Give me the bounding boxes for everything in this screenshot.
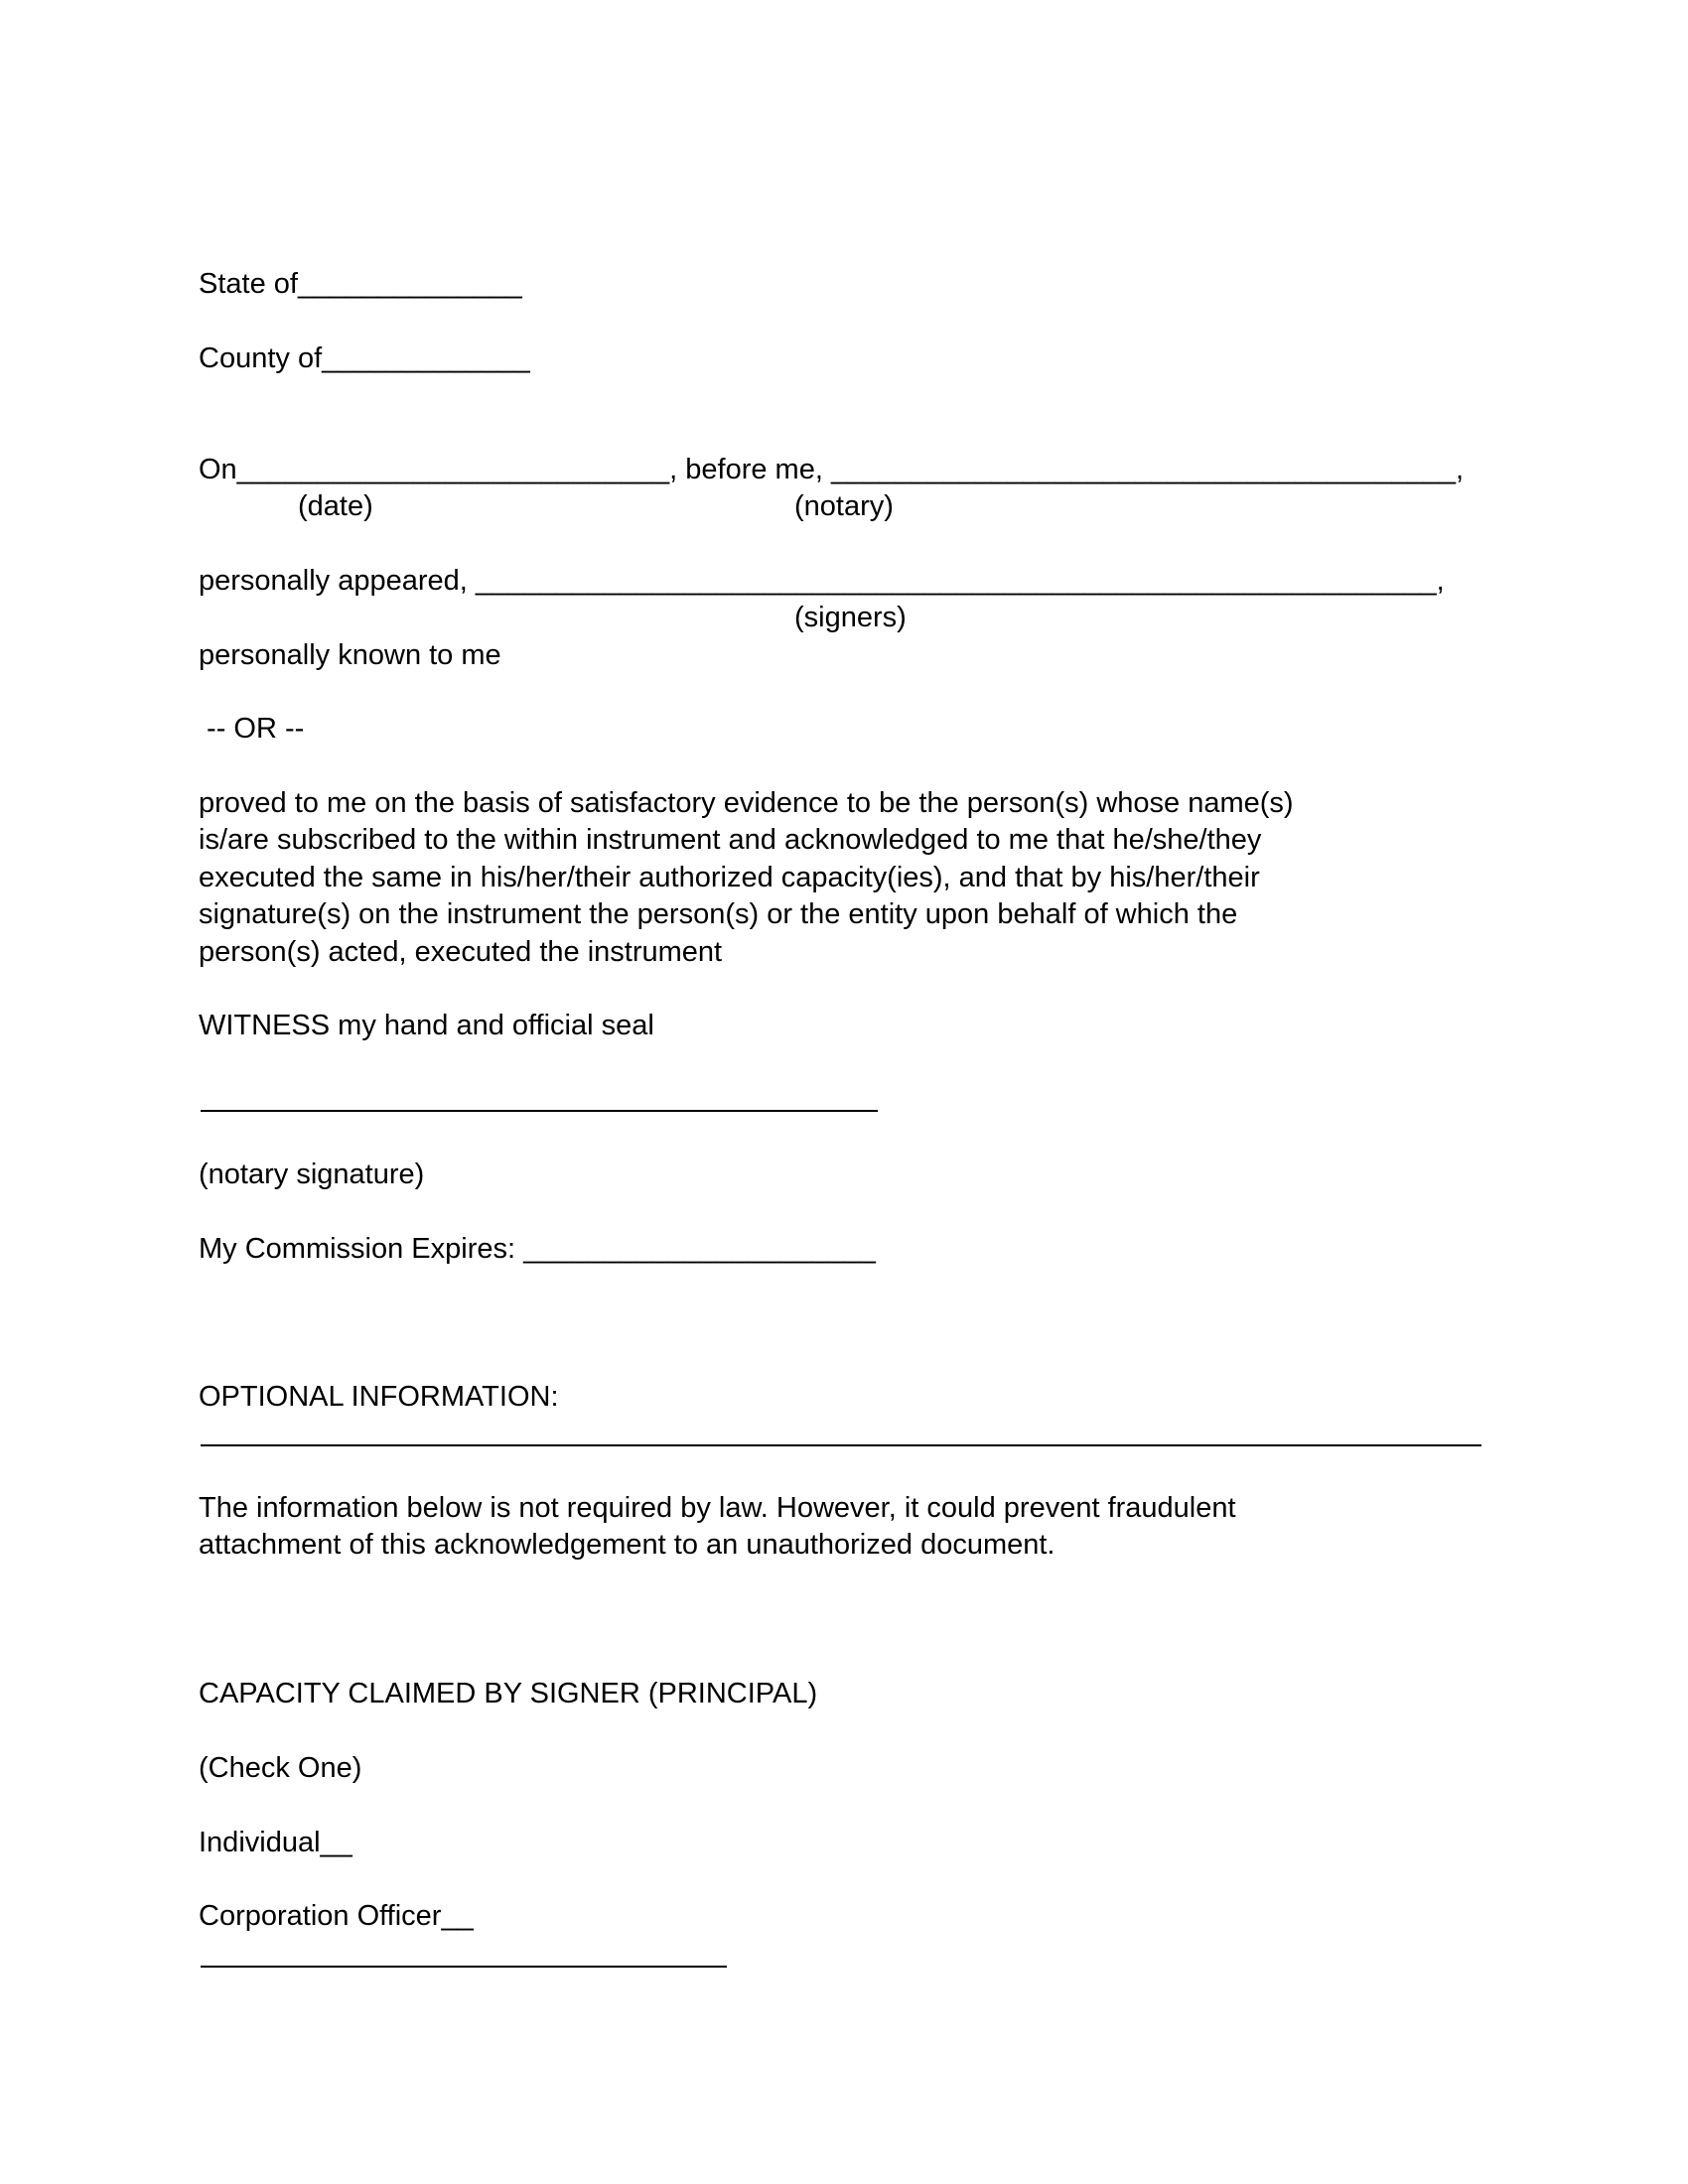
proof-line-3: executed the same in his/her/their authorized capacity(ies), and that by his/her/their xyxy=(199,861,1260,893)
appeared-line: personally appeared, ____________________________________________________________, xyxy=(199,565,1445,597)
optional-heading: OPTIONAL INFORMATION: xyxy=(199,1381,559,1413)
notary-signature-caption: (notary signature) xyxy=(199,1159,425,1190)
personally-known-line: personally known to me xyxy=(199,639,501,671)
witness-line: WITNESS my hand and official seal xyxy=(199,1010,654,1041)
proof-line-4: signature(s) on the instrument the person(s) or the entity upon behalf of which the xyxy=(199,898,1238,931)
check-one-caption: (Check One) xyxy=(199,1752,362,1784)
corporation-officer-option: Corporation Officer__ xyxy=(199,1900,474,1932)
date-caption: (date) xyxy=(298,490,373,522)
date-notary-line: On___________________________, before me, _______________________________________, xyxy=(199,454,1465,485)
proof-line-5: person(s) acted, executed the instrument xyxy=(199,935,723,968)
signers-caption: (signers) xyxy=(794,602,907,633)
optional-note-line-1: The information below is not required by law. However, it could prevent fraudulent xyxy=(199,1492,1236,1524)
notary-caption: (notary) xyxy=(794,490,894,522)
optional-divider-rule xyxy=(201,1444,1481,1446)
corporation-officer-title-rule xyxy=(201,1966,727,1968)
proof-line-1: proved to me on the basis of satisfactory evidence to be the person(s) whose name(s) xyxy=(199,787,1294,819)
state-line: State of______________ xyxy=(199,268,522,300)
optional-note-line-2: attachment of this acknowledgement to an unauthorized document. xyxy=(199,1529,1055,1562)
notary-signature-rule xyxy=(201,1110,878,1112)
commission-expires-line: My Commission Expires: ______________________ xyxy=(199,1233,876,1265)
proof-line-2: is/are subscribed to the within instrument and acknowledged to me that he/she/they xyxy=(199,824,1262,857)
proof-paragraph xyxy=(199,785,1294,971)
county-line: County of_____________ xyxy=(199,342,530,374)
capacity-heading: CAPACITY CLAIMED BY SIGNER (PRINCIPAL) xyxy=(199,1678,818,1709)
optional-note xyxy=(199,1490,1291,1565)
individual-option: Individual__ xyxy=(199,1827,352,1858)
or-separator: -- OR -- xyxy=(199,713,305,745)
